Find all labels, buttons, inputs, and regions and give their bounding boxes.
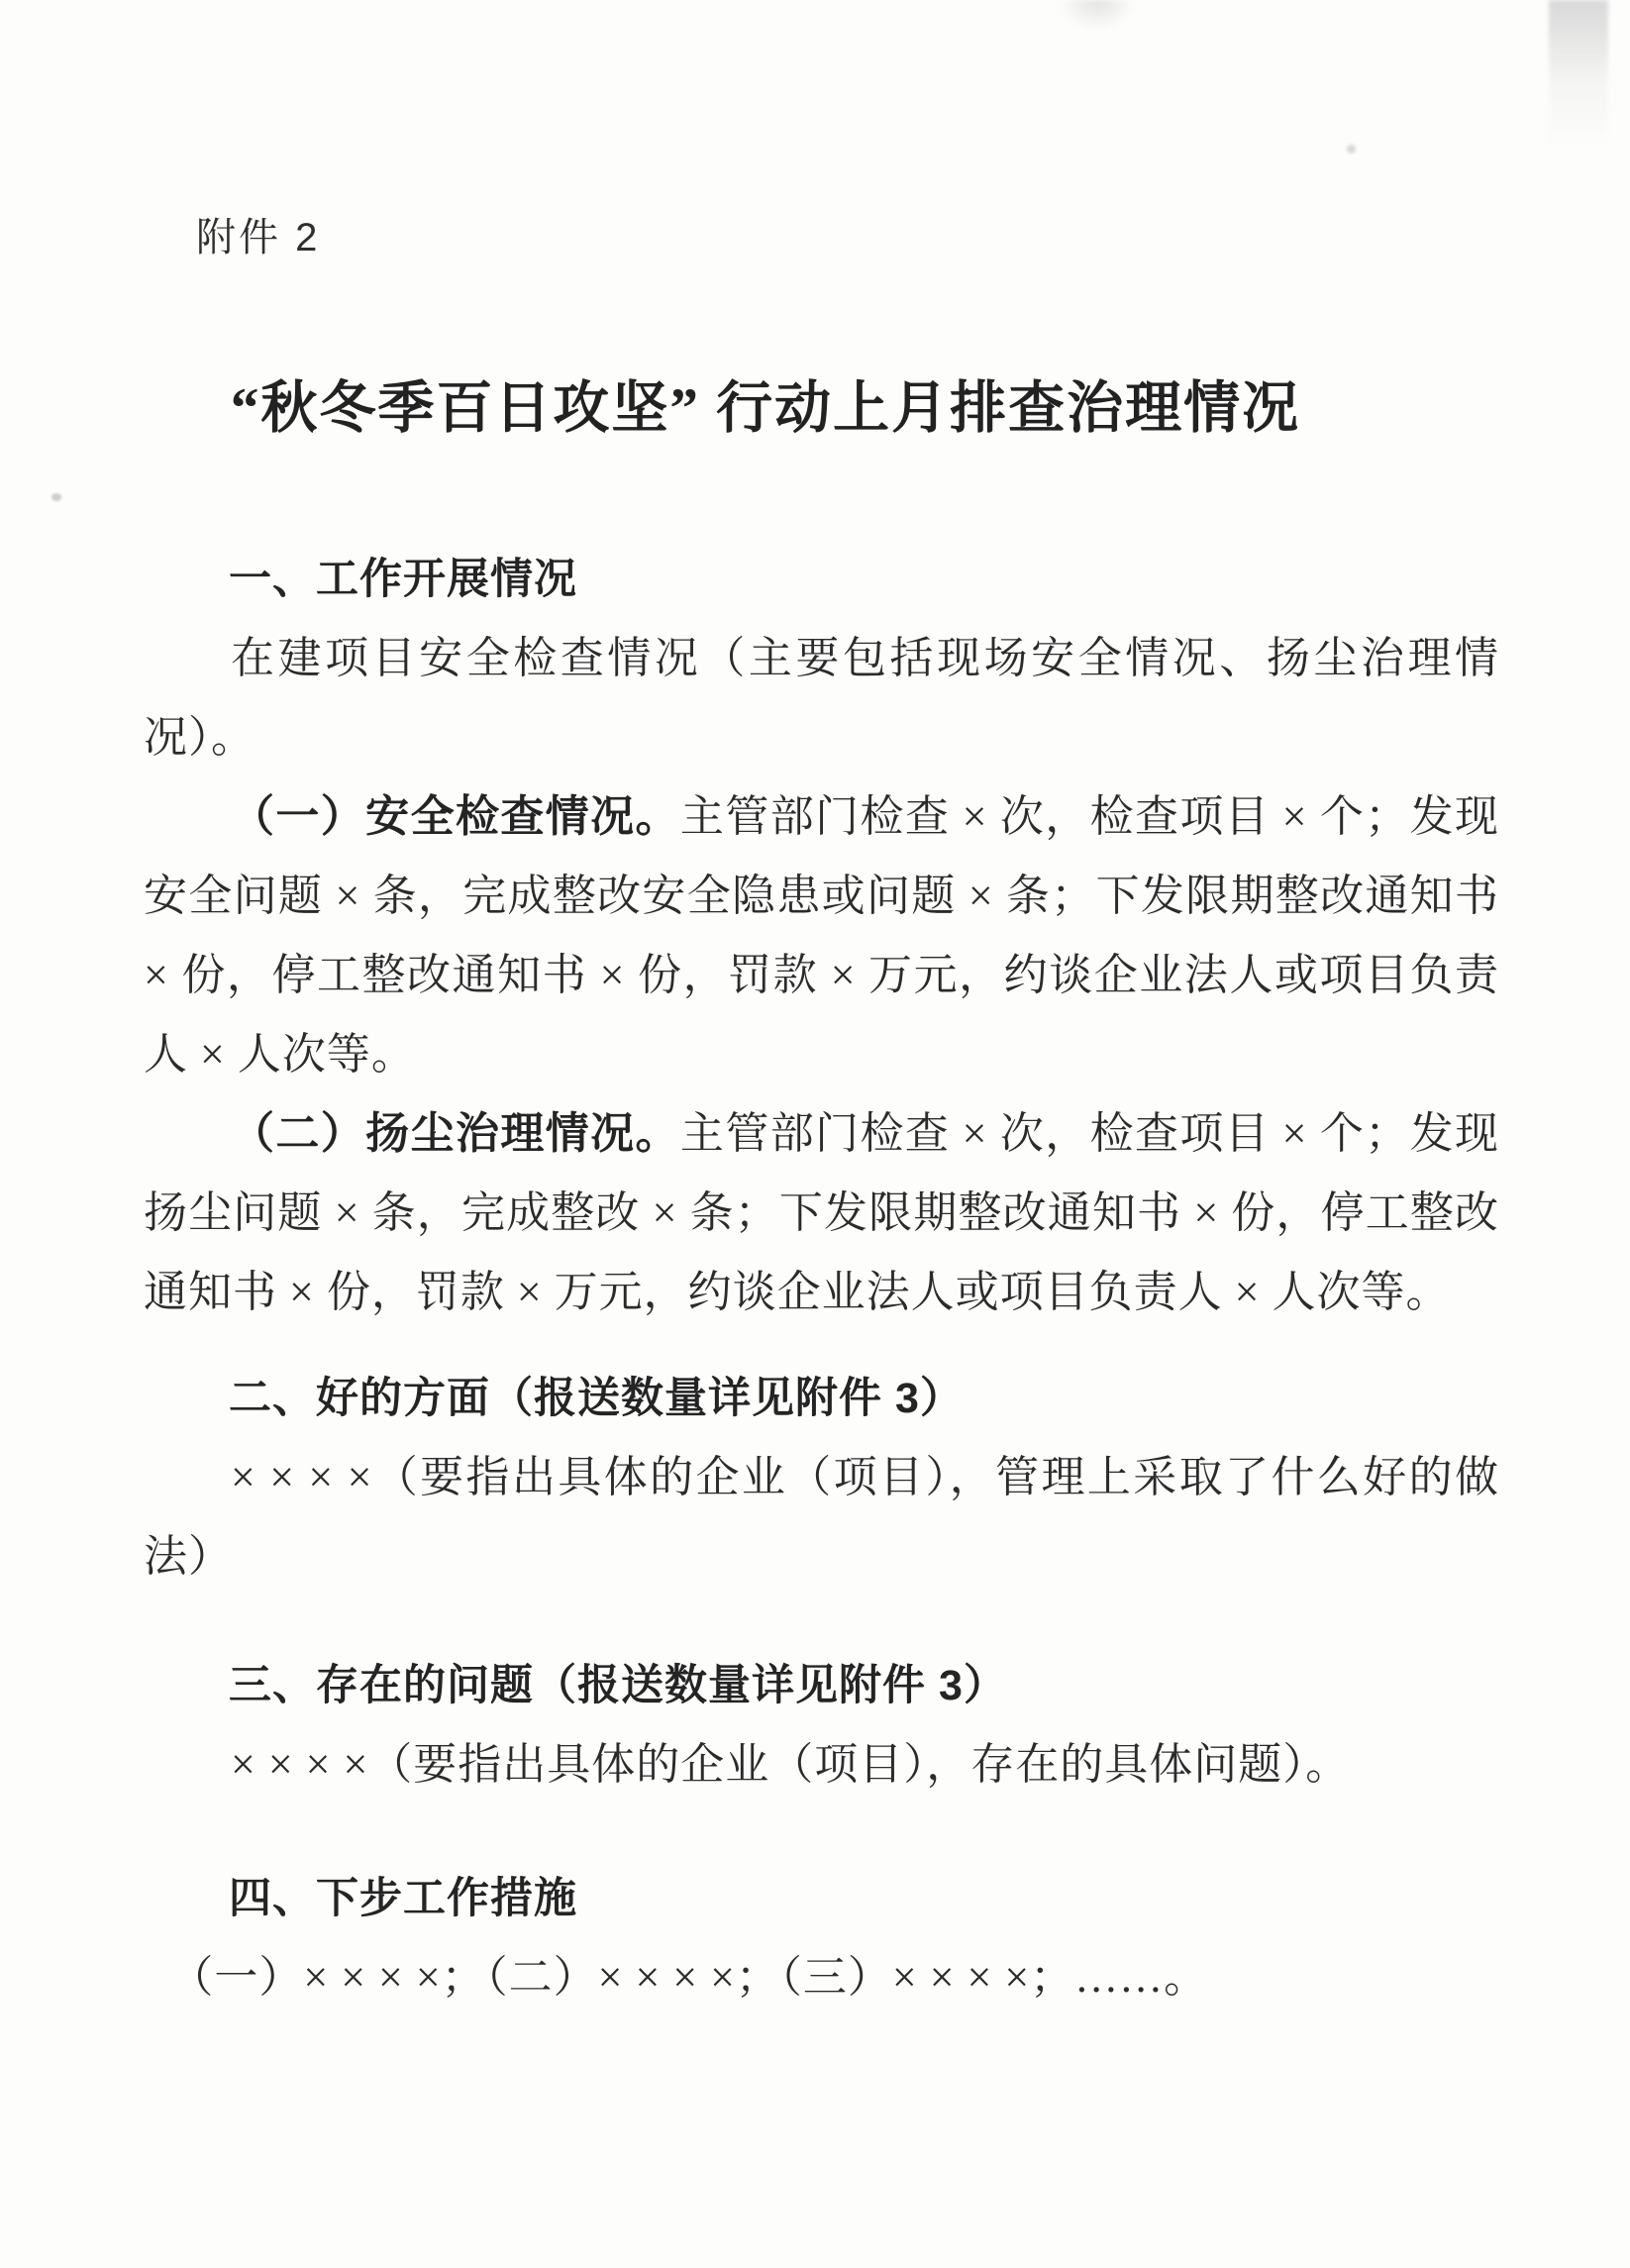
section-heading-good-practices: 二、好的方面（报送数量详见附件 3） xyxy=(229,1375,964,1422)
document-body xyxy=(144,540,1499,2017)
scan-artifact-left-dot xyxy=(51,493,61,501)
document-title: “秋冬季百日攻坚” 行动上月排查治理情况 xyxy=(230,377,1301,440)
attachment-label: 附件 2 xyxy=(196,216,321,259)
paragraph-dust-control-lead: （二）扬尘治理情况。 xyxy=(231,1109,680,1158)
scan-artifact-top-right xyxy=(1549,0,1608,149)
scan-artifact-right-dot xyxy=(1347,145,1356,154)
paragraph-safety-inspection xyxy=(144,777,1499,1094)
paragraph-dust-control xyxy=(144,1094,1499,1332)
section-heading-existing-problems: 三、存在的问题（报送数量详见附件 3） xyxy=(229,1662,1007,1709)
scan-artifact-top-center xyxy=(1058,0,1137,32)
paragraph-safety-inspection-text: 主管部门检查 × 次，检查项目 × 个；发现安全问题 × 条，完成整改安全隐患或问题 × 条；下发限期整改通知书 × 份，停工整改通知书 × 份，罚款 × 万元，约谈企业法人或项目负责人 × 人次等。 xyxy=(144,792,1499,1079)
paragraph-intro: 在建项目安全检查情况（主要包括现场安全情况、扬尘治理情况）。 xyxy=(144,634,1499,762)
section-heading-next-steps: 四、下步工作措施 xyxy=(229,1875,577,1922)
paragraph-next-steps: （一）× × × ×；（二）× × × ×；（三）× × × ×；……。 xyxy=(169,1953,1209,2002)
section-heading-work-progress: 一、工作开展情况 xyxy=(229,556,577,603)
paragraph-dust-control-text: 主管部门检查 × 次，检查项目 × 个；发现扬尘问题 × 条，完成整改 × 条；下发限期整改通知书 × 份，停工整改通知书 × 份，罚款 × 万元，约谈企业法人或项目负责人 × 人次等。 xyxy=(144,1109,1499,1316)
paragraph-good-practices: × × × ×（要指出具体的企业（项目），管理上采取了什么好的做法） xyxy=(144,1453,1499,1581)
paragraph-existing-problems: × × × ×（要指出具体的企业（项目），存在的具体问题）。 xyxy=(231,1740,1351,1789)
paragraph-safety-inspection-lead: （一）安全检查情况。 xyxy=(231,792,680,841)
